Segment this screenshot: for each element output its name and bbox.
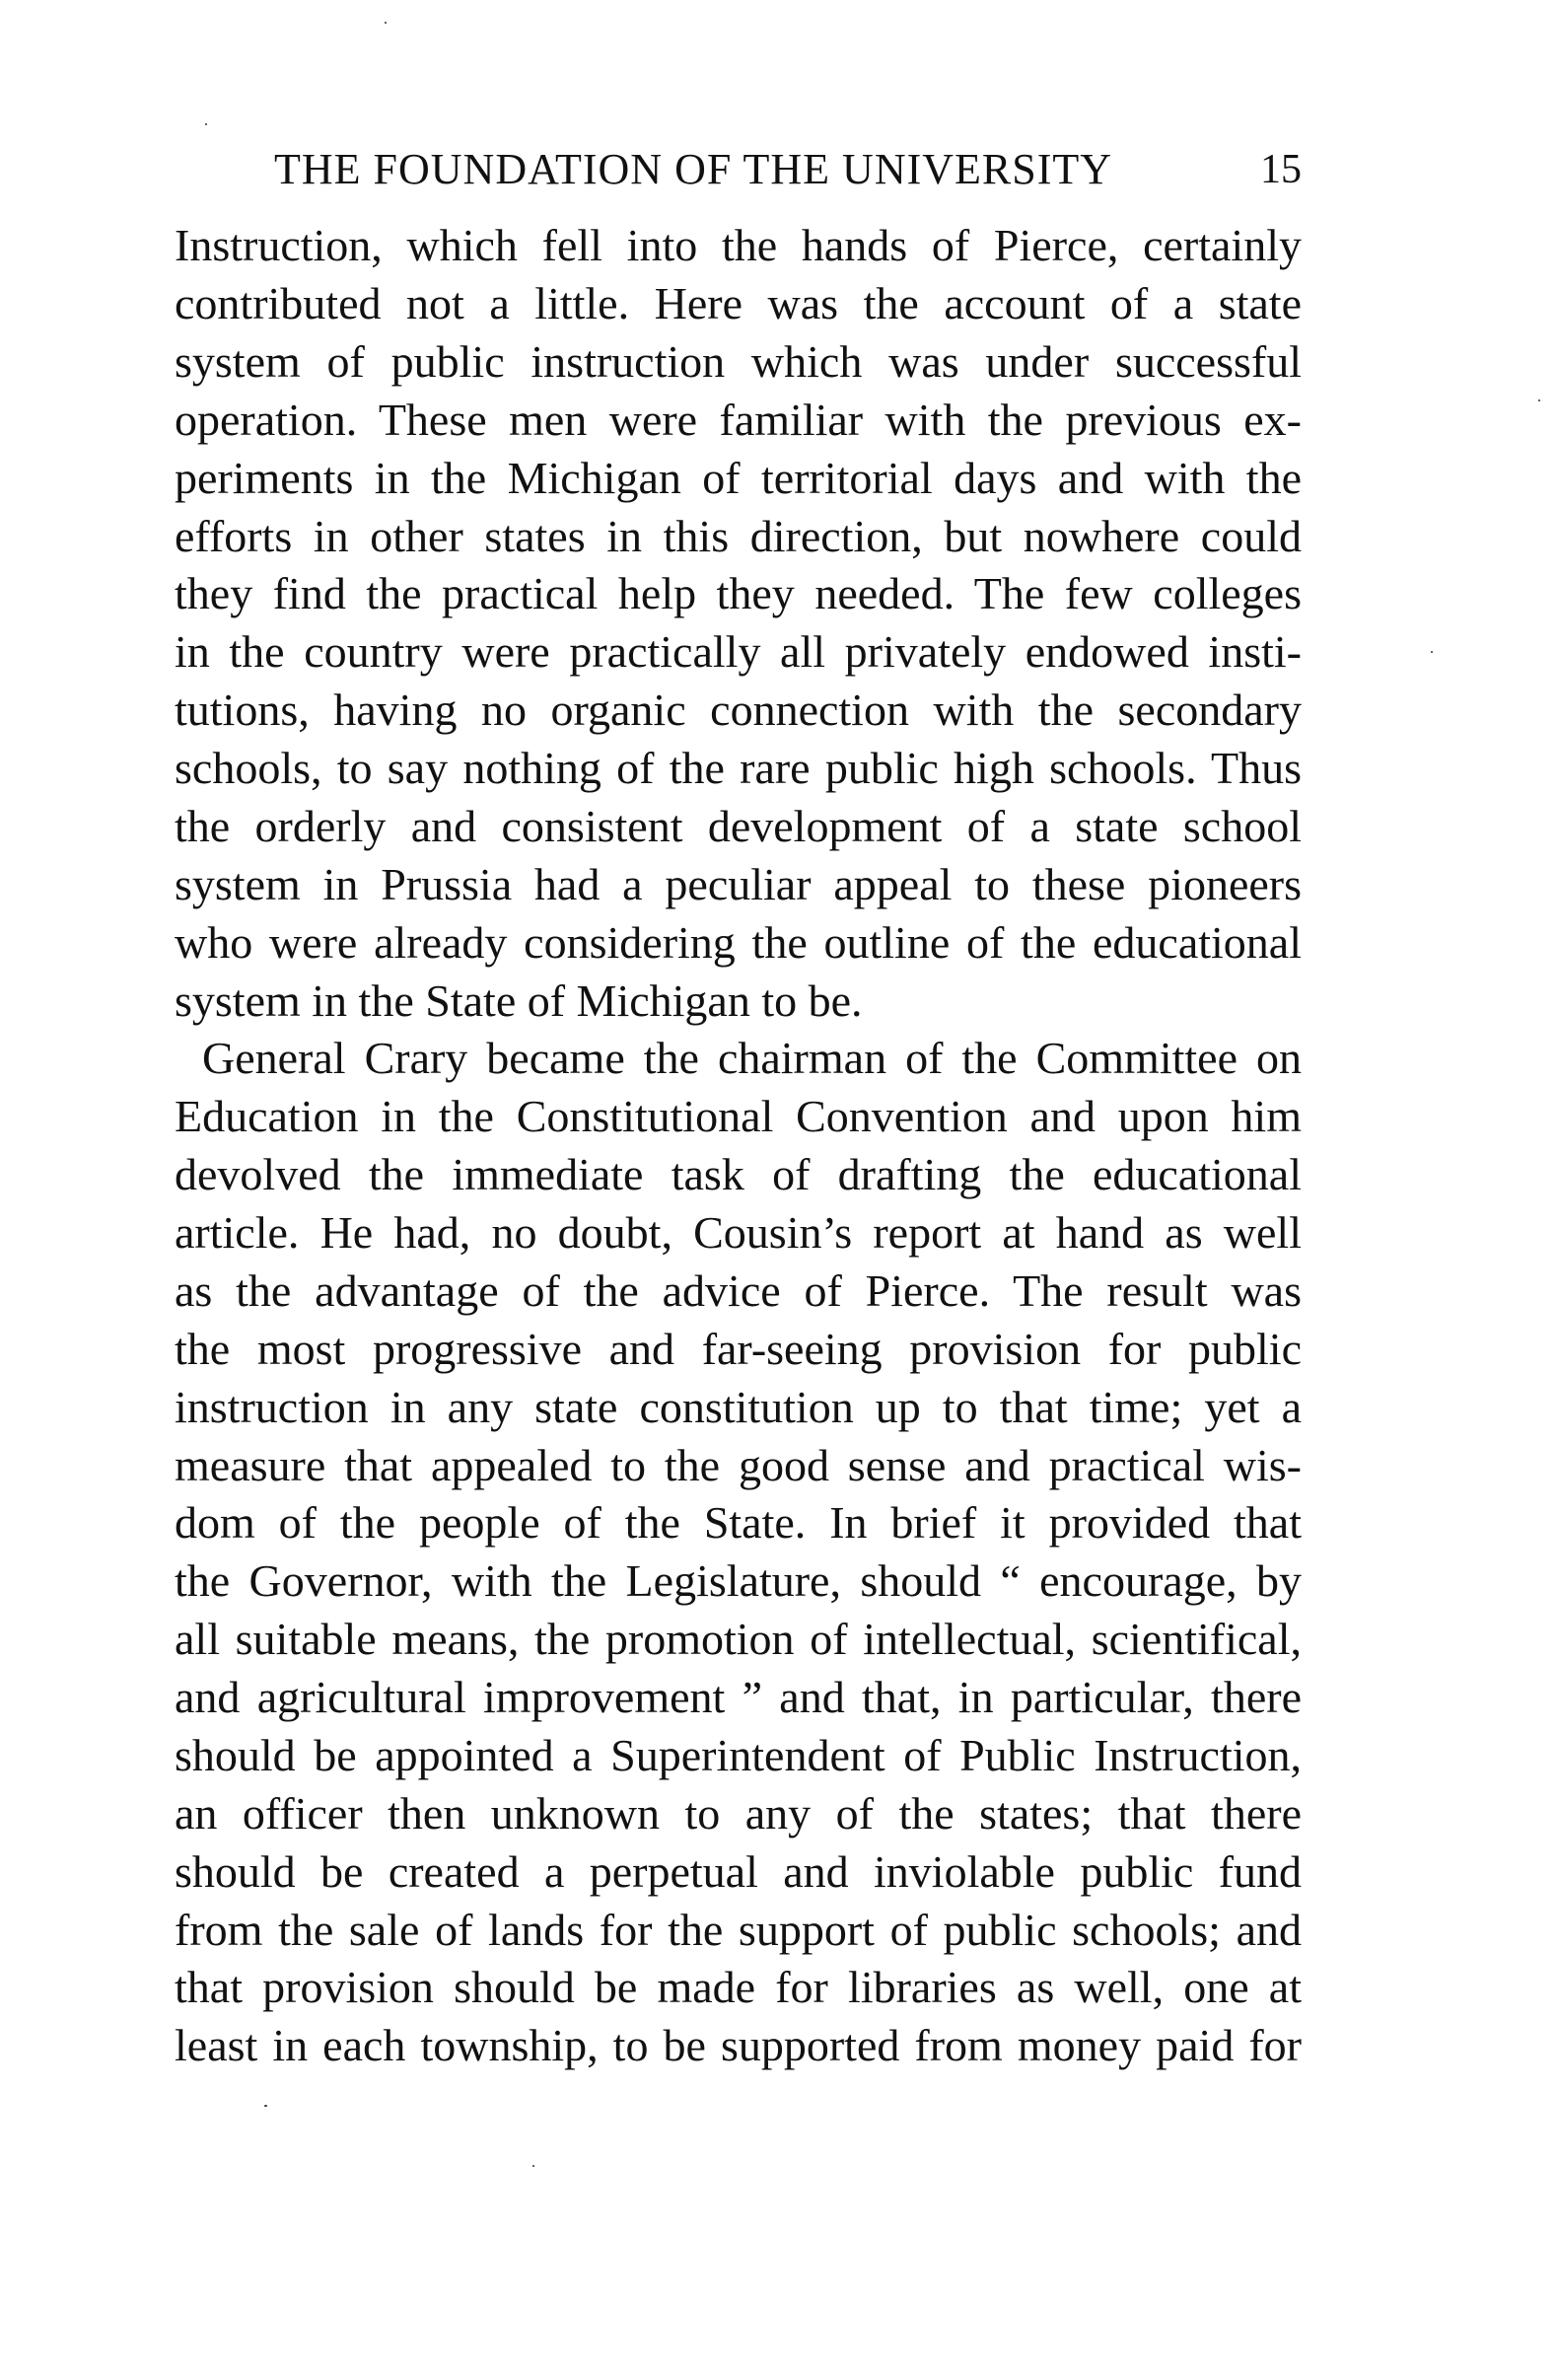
text-line: all suitable means, the promotion of intellectual, scientifical, xyxy=(175,1614,1302,1664)
running-head-title: THE FOUNDATION OF THE UNIVERSITY xyxy=(274,145,1113,193)
text-line: article. He had, no doubt, Cousin’s report at hand as well xyxy=(175,1207,1302,1258)
text-line: General Crary became the chairman of the Committee on xyxy=(202,1033,1302,1083)
scan-speck xyxy=(385,22,387,24)
text-line: system in Prussia had a peculiar appeal to these pioneers xyxy=(175,859,1302,909)
text-line: efforts in other states in this direction, but nowhere could xyxy=(175,511,1302,561)
text-line: dom of the people of the State. In brief it provided that xyxy=(175,1497,1302,1548)
text-line: and agricultural improvement ” and that, in particular, there xyxy=(175,1672,1302,1722)
text-line: devolved the immediate task of drafting the educational xyxy=(175,1149,1302,1199)
scan-speck xyxy=(1538,399,1540,401)
text-line: operation. These men were familiar with the previous ex- xyxy=(175,395,1302,445)
running-head xyxy=(176,145,1302,194)
text-line: who were already considering the outline of the educational xyxy=(175,917,1302,968)
text-line: that provision should be made for libraries as well, one at xyxy=(175,1962,1302,2012)
scan-speck xyxy=(205,123,207,125)
text-line: an officer then unknown to any of the states; that there xyxy=(175,1788,1302,1839)
text-line: schools, to say nothing of the rare public high schools. Thus xyxy=(175,743,1302,793)
scan-speck xyxy=(1431,651,1433,653)
text-line: should be appointed a Superintendent of Public Instruction, xyxy=(175,1730,1302,1780)
text-line: instruction in any state constitution up to that time; yet a xyxy=(175,1382,1302,1432)
text-line: from the sale of lands for the support of public schools; and xyxy=(175,1905,1302,1955)
scan-speck xyxy=(532,2165,534,2167)
text-line: as the advantage of the advice of Pierce. The result was xyxy=(175,1265,1302,1316)
text-line: they find the practical help they needed. The few colleges xyxy=(175,568,1302,618)
text-line: the most progressive and far-seeing provision for public xyxy=(175,1324,1302,1374)
text-line: measure that appealed to the good sense and practical wis- xyxy=(175,1440,1302,1490)
page-number: 15 xyxy=(1260,147,1302,192)
text-line: Instruction, which fell into the hands of Pierce, certainly xyxy=(175,220,1302,270)
text-line: in the country were practically all privately endowed insti- xyxy=(175,626,1302,677)
text-line: system of public instruction which was under successful xyxy=(175,336,1302,387)
text-line: tutions, having no organic connection with the secondary xyxy=(175,685,1302,735)
text-line: should be created a perpetual and inviolable public fund xyxy=(175,1846,1302,1897)
text-line: least in each township, to be supported from money paid for xyxy=(175,2020,1302,2070)
scan-speck xyxy=(264,2105,267,2107)
text-line: system in the State of Michigan to be. xyxy=(175,975,863,1026)
text-line: periments in the Michigan of territorial days and with the xyxy=(175,453,1302,503)
text-line: the Governor, with the Legislature, should “ encourage, by xyxy=(175,1555,1302,1606)
text-line: contributed not a little. Here was the account of a state xyxy=(175,278,1302,328)
text-line: the orderly and consistent development of a state school xyxy=(175,801,1302,851)
text-line: Education in the Constitutional Convention and upon him xyxy=(175,1091,1302,1141)
